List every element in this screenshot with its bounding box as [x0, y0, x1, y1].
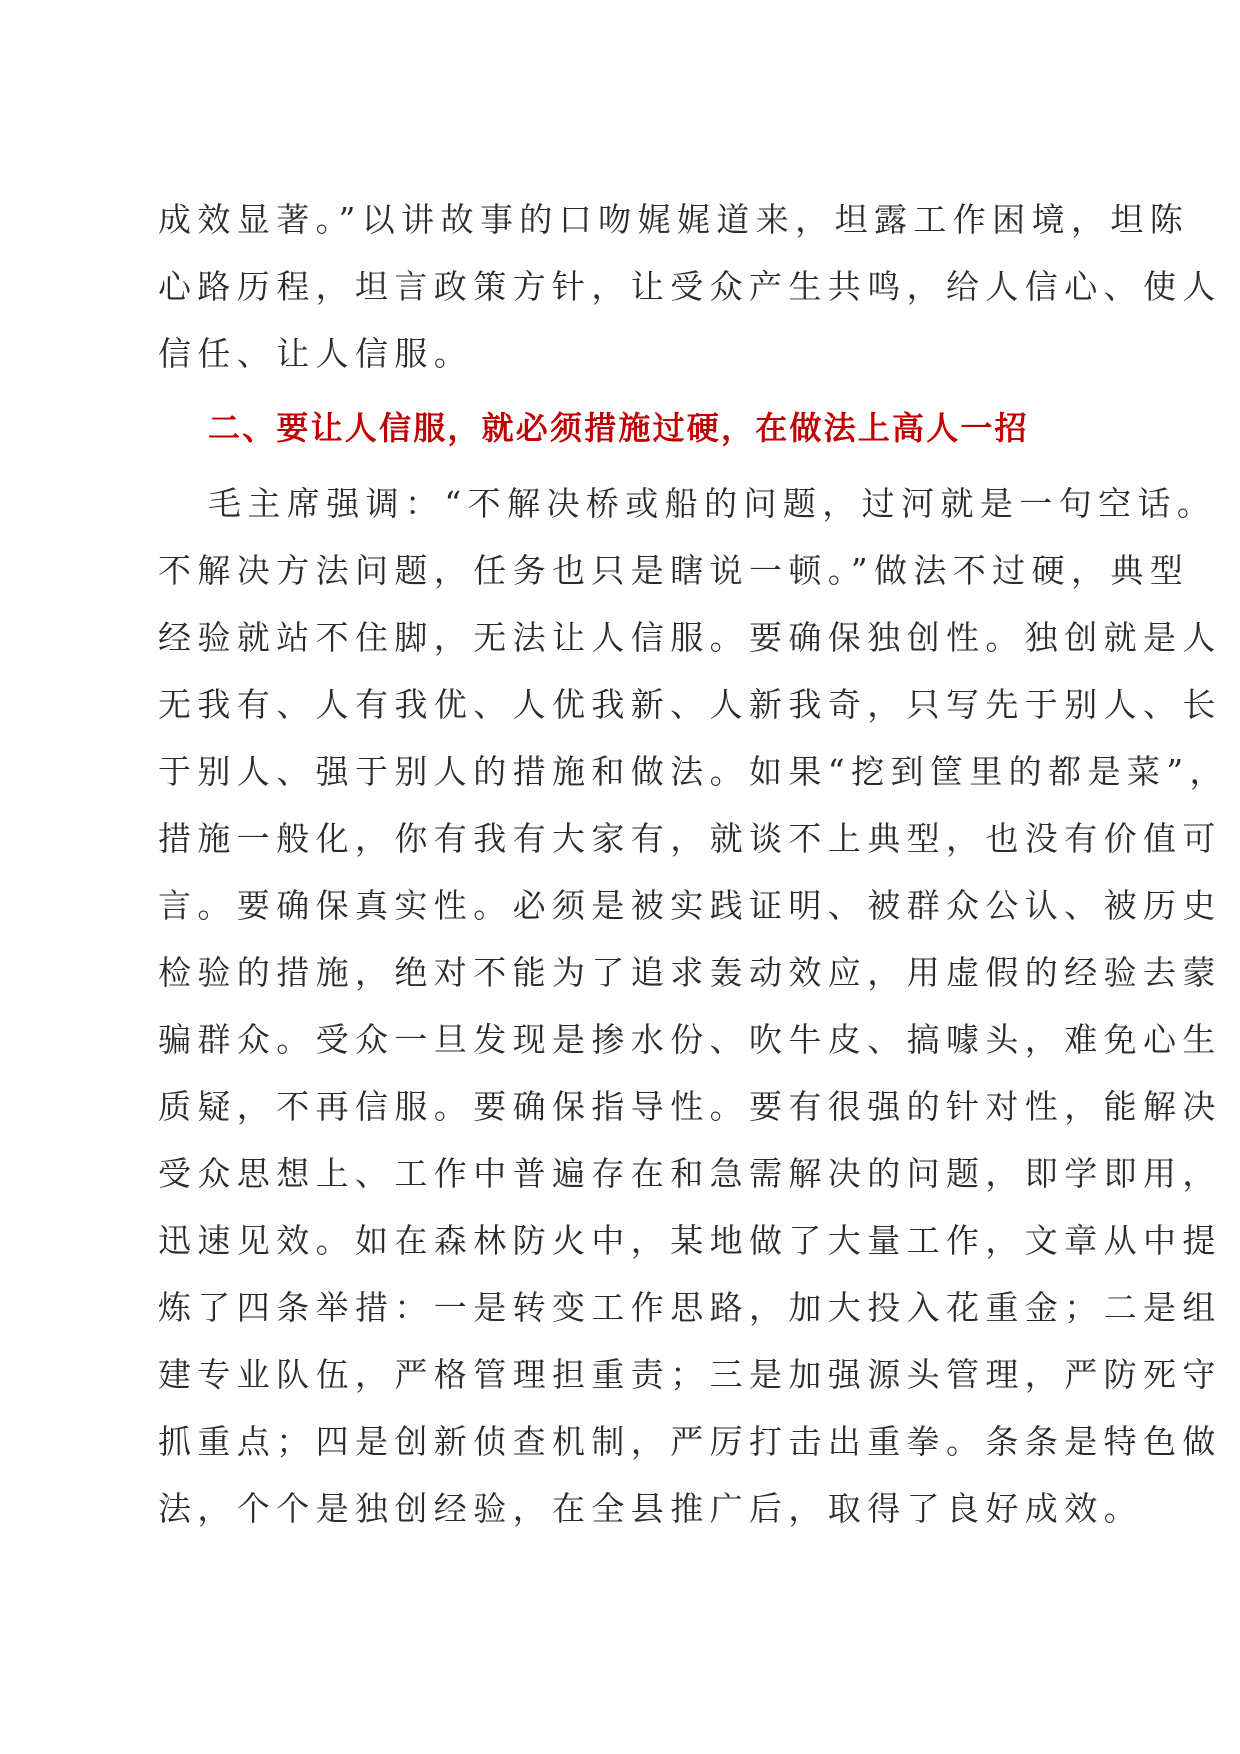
text-line: 检验的措施，绝对不能为了追求轰动效应，用虚假的经验去蒙	[158, 953, 1222, 992]
text-line: 经验就站不住脚，无法让人信服。要确保独创性。独创就是人	[158, 618, 1222, 657]
paragraph-continued	[158, 186, 1222, 387]
text-line: 迅速见效。如在森林防火中，某地做了大量工作，文章从中提	[158, 1221, 1222, 1260]
text-line: 炼了四条举措：一是转变工作思路，加大投入花重金；二是组	[158, 1288, 1222, 1327]
text-line: 质疑，不再信服。要确保指导性。要有很强的针对性，能解决	[158, 1087, 1222, 1126]
text-line-first: 毛主席强调：“不解决桥或船的问题，过河就是一句空话。	[208, 484, 1217, 523]
text-line: 成效显著。”以讲故事的口吻娓娓道来，坦露工作困境，坦陈	[158, 200, 1190, 239]
text-line: 信任、让人信服。	[158, 334, 474, 373]
document-body	[158, 186, 1229, 1542]
text-line: 言。要确保真实性。必须是被实践证明、被群众公认、被历史	[158, 886, 1222, 925]
text-line: 不解决方法问题，任务也只是瞎说一顿。”做法不过硬，典型	[158, 551, 1190, 590]
text-line: 骗群众。受众一旦发现是掺水份、吹牛皮、搞噱头，难免心生	[158, 1020, 1222, 1059]
text-line: 措施一般化，你有我有大家有，就谈不上典型，也没有价值可	[158, 819, 1222, 858]
text-line: 心路历程，坦言政策方针，让受众产生共鸣，给人信心、使人	[158, 267, 1222, 306]
text-line: 抓重点；四是创新侦查机制，严厉打击出重拳。条条是特色做	[158, 1422, 1222, 1461]
text-line: 于别人、强于别人的措施和做法。如果“挖到筐里的都是菜”，	[158, 752, 1229, 791]
text-line: 无我有、人有我优、人优我新、人新我奇，只写先于别人、长	[158, 685, 1222, 724]
text-line: 受众思想上、工作中普遍存在和急需解决的问题，即学即用，	[158, 1154, 1222, 1193]
text-line: 建专业队伍，严格管理担重责；三是加强源头管理，严防死守	[158, 1355, 1222, 1394]
paragraph-section-two	[158, 470, 1229, 1542]
section-heading: 二、要让人信服，就必须措施过硬，在做法上高人一招	[208, 409, 1029, 447]
text-line: 法，个个是独创经验，在全县推广后，取得了良好成效。	[158, 1489, 1143, 1528]
